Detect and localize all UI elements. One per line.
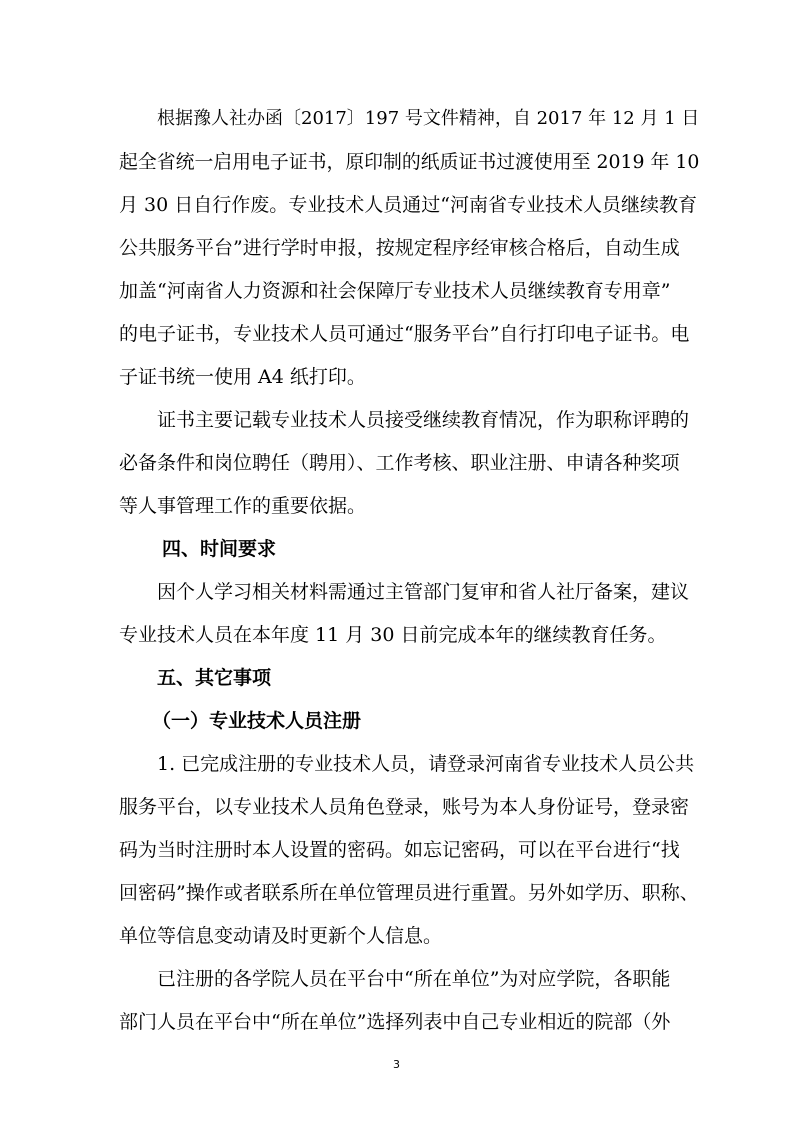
paragraph-line: 必备条件和岗位聘任（聘用）、工作考核、职业注册、申请各种奖项 xyxy=(119,452,680,474)
paragraph-line: 服务平台，以专业技术人员角色登录，账号为本人身份证号，登录密 xyxy=(119,796,690,818)
paragraph-line: 加盖“河南省人力资源和社会保障厅专业技术人员继续教育专用章” xyxy=(119,280,671,302)
paragraph-line: 的电子证书，专业技术人员可通过“服务平台”自行打印电子证书。电 xyxy=(119,323,690,345)
paragraph-line: 回密码”操作或者联系所在单位管理员进行重置。另外如学历、职称、 xyxy=(119,882,699,904)
paragraph-line: 根据豫人社办函〔2017〕197 号文件精神，自 2017 年 12 月 1 日 xyxy=(157,108,700,129)
paragraph-line: 等人事管理工作的重要依据。 xyxy=(119,495,367,517)
paragraph-line: 证书主要记载专业技术人员接受继续教育情况，作为职称评聘的 xyxy=(157,409,690,431)
paragraph-line: 1. 已完成注册的专业技术人员，请登录河南省专业技术人员公共 xyxy=(157,753,695,775)
paragraph-line: 已注册的各学院人员在平台中“所在单位”为对应学院，各职能 xyxy=(157,968,671,990)
subsection-heading: （一）专业技术人员注册 xyxy=(152,710,362,732)
paragraph-line: 码为当时注册时本人设置的密码。如忘记密码，可以在平台进行“找 xyxy=(119,839,680,861)
paragraph-line: 起全省统一启用电子证书，原印制的纸质证书过渡使用至 2019 年 10 xyxy=(119,151,700,173)
section-heading: 五、其它事项 xyxy=(157,667,272,689)
paragraph-line: 因个人学习相关材料需通过主管部门复审和省人社厅备案，建议 xyxy=(157,581,690,603)
paragraph-line: 公共服务平台”进行学时申报，按规定程序经审核合格后，自动生成 xyxy=(119,237,680,259)
paragraph-line: 专业技术人员在本年度 11 月 30 日前完成本年的继续教育任务。 xyxy=(119,624,667,646)
section-heading: 四、时间要求 xyxy=(162,538,277,560)
paragraph-line: 部门人员在平台中“所在单位”选择列表中自己专业相近的院部（外 xyxy=(119,1011,671,1033)
page-number: 3 xyxy=(393,1058,400,1071)
paragraph-line: 月 30 日自行作废。专业技术人员通过“河南省专业技术人员继续教育 xyxy=(119,194,697,216)
paragraph-line: 单位等信息变动请及时更新个人信息。 xyxy=(119,925,443,947)
paragraph-line: 子证书统一使用 A4 纸打印。 xyxy=(119,366,366,388)
